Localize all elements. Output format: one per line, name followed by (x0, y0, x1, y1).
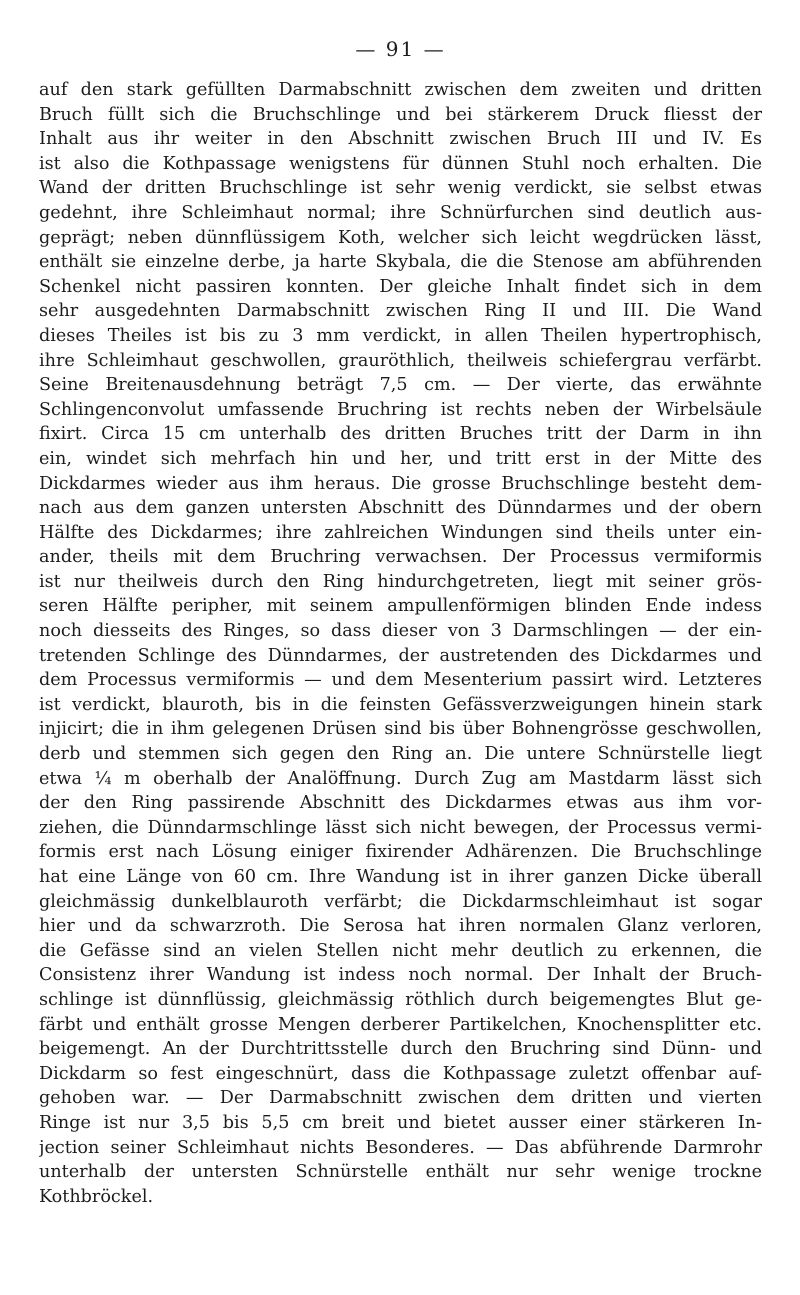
page-number: — 91 — (355, 37, 446, 61)
text-line: injicirt; die in ihm gelegenen Drüsen sind bis über Bohnengrösse geschwollen, (39, 719, 762, 740)
text-line: geprägt; neben dünnflüssigem Koth, welcher sich leicht wegdrücken lässt, (39, 227, 762, 248)
text-line: schlinge ist dünnflüssig, gleichmässig röthlich durch beigemengtes Blut ge- (39, 989, 762, 1010)
text-line: Dickdarm so fest eingeschnürt, dass die Kothpassage zuletzt offenbar auf- (39, 1063, 762, 1084)
text-line: ist also die Kothpassage wenigstens für dünnen Stuhl noch erhalten. Die (39, 153, 762, 174)
text-line: auf den stark gefüllten Darmabschnitt zwischen dem zweiten und dritten (39, 80, 762, 100)
text-line: gedehnt, ihre Schleimhaut normal; ihre Schnürfurchen sind deutlich aus- (39, 202, 762, 223)
text-line: nach aus dem ganzen untersten Abschnitt des Dünndarmes und der obern (39, 498, 762, 519)
text-line: seren Hälfte peripher, mit seinem ampullenförmigen blinden Ende indess (39, 596, 762, 617)
text-line: fixirt. Circa 15 cm unterhalb des dritten Bruches tritt der Darm in ihn (39, 424, 762, 445)
text-line: Dickdarmes wieder aus ihm heraus. Die grosse Bruchschlinge besteht dem- (39, 473, 762, 494)
body-text (39, 78, 762, 1209)
text-line: der den Ring passirende Abschnitt des Dickdarmes etwas aus ihm vor- (39, 793, 762, 814)
text-line: Consistenz ihrer Wandung ist indess noch normal. Der Inhalt der Bruch- (39, 965, 762, 986)
text-line: ander, theils mit dem Bruchring verwachsen. Der Processus vermiformis (39, 547, 762, 568)
text-line: ist verdickt, blauroth, bis in die feinsten Gefässverzweigungen hinein stark (39, 694, 762, 715)
text-line: formis erst nach Lösung einiger fixirender Adhärenzen. Die Bruchschlinge (39, 842, 762, 863)
text-line: enthält sie einzelne derbe, ja harte Skybala, die die Stenose am abführenden (39, 252, 762, 273)
text-line: hier und da schwarzroth. Die Serosa hat ihren normalen Glanz verloren, (39, 916, 762, 937)
text-line: Seine Breitenausdehnung beträgt 7,5 cm. — Der vierte, das erwähnte (39, 375, 762, 396)
text-line: etwa ¼ m oberhalb der Analöffnung. Durch Zug am Mastdarm lässt sich (39, 768, 762, 789)
book-page (39, 34, 762, 1209)
text-line: unterhalb der untersten Schnürstelle enthält nur sehr wenige trockne (39, 1162, 762, 1183)
text-line: gehoben war. — Der Darmabschnitt zwischen dem dritten und vierten (39, 1088, 762, 1109)
text-line: ist nur theilweis durch den Ring hindurchgetreten, liegt mit seiner grös- (39, 571, 762, 592)
text-line: Inhalt aus ihr weiter in den Abschnitt zwischen Bruch III und IV. Es (39, 129, 762, 150)
text-line: gleichmässig dunkelblauroth verfärbt; die Dickdarmschleimhaut ist sogar (39, 891, 762, 912)
text-line: beigemengt. An der Durchtrittsstelle durch den Bruchring sind Dünn- und (39, 1039, 762, 1060)
text-line: Hälfte des Dickdarmes; ihre zahlreichen Windungen sind theils unter ein- (39, 522, 762, 543)
text-line: ein, windet sich mehrfach hin und her, und tritt erst in der Mitte des (39, 448, 762, 469)
text-line: dem Processus vermiformis — und dem Mesenterium passirt wird. Letzteres (39, 670, 762, 691)
text-line: tretenden Schlinge des Dünndarmes, der austretenden des Dickdarmes und (39, 645, 762, 666)
text-line: die Gefässe sind an vielen Stellen nicht mehr deutlich zu erkennen, die (39, 940, 762, 961)
text-line: noch diesseits des Ringes, so dass dieser von 3 Darmschlingen — der ein- (39, 621, 762, 642)
text-line: Bruch füllt sich die Bruchschlinge und bei stärkerem Druck fliesst der (39, 104, 762, 125)
text-line: derb und stemmen sich gegen den Ring an. Die untere Schnürstelle liegt (39, 744, 762, 765)
text-line: ihre Schleimhaut geschwollen, grauröthlich, theilweis schiefergrau verfärbt. (39, 350, 762, 371)
text-line: sehr ausgedehnten Darmabschnitt zwischen Ring II und III. Die Wand (39, 301, 762, 322)
text-line: Wand der dritten Bruchschlinge ist sehr wenig verdickt, sie selbst etwas (39, 178, 762, 199)
text-line: Kothbröckel. (39, 1186, 154, 1207)
text-line: dieses Theiles ist bis zu 3 mm verdickt, in allen Theilen hypertrophisch, (39, 325, 762, 346)
text-line: hat eine Länge von 60 cm. Ihre Wandung ist in ihrer ganzen Dicke überall (39, 867, 762, 887)
text-line: jection seiner Schleimhaut nichts Besonderes. — Das abführende Darmrohr (39, 1137, 762, 1158)
text-line: Schenkel nicht passiren konnten. Der gleiche Inhalt findet sich in dem (39, 276, 762, 297)
text-line: Ringe ist nur 3,5 bis 5,5 cm breit und bietet ausser einer stärkeren In- (39, 1112, 762, 1133)
text-line: ziehen, die Dünndarmschlinge lässt sich nicht bewegen, der Processus vermi- (39, 817, 762, 838)
text-line: färbt und enthält grosse Mengen derberer Partikelchen, Knochensplitter etc. (39, 1014, 762, 1035)
text-line: Schlingenconvolut umfassende Bruchring ist rechts neben der Wirbelsäule (39, 399, 762, 420)
